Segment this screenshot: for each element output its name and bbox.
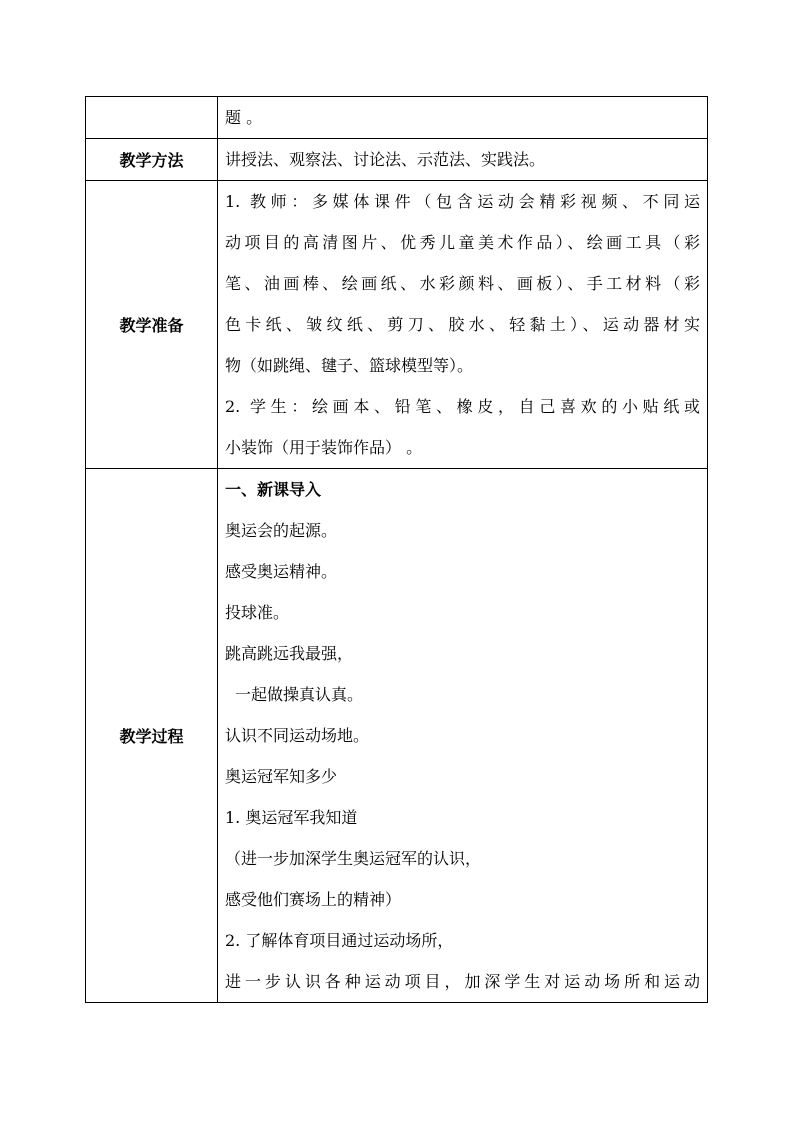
content-line: 2. 学生：绘画本、铅笔、橡皮，自己喜欢的小贴纸或 [225,397,700,416]
content-line: 1. 奥运冠军我知道 [225,808,358,827]
content-line: 动项目的高清图片、优秀儿童美术作品）、绘画工具（彩 [225,233,700,252]
content-line: 题 。 [225,108,263,127]
content-line: 奥运冠军知多少 [225,767,338,786]
row-content [218,469,707,1002]
content-line: 1. 教师：多媒体课件（包含运动会精彩视频、不同运 [225,192,700,211]
row-content [218,97,707,138]
content-line: 一起做操真认真。 [235,685,364,704]
content-line: 色卡纸、皱纹纸、剪刀、胶水、轻黏土）、运动器材实 [225,315,700,334]
content-line: 跳高跳远我最强， [225,644,354,663]
table-row [86,97,707,139]
content-line: 感受奥运精神。 [225,562,338,581]
table-row-teaching-preparation [86,181,707,469]
content-line: 进一步认识各种运动项目，加深学生对运动场所和运动 [225,972,700,991]
table-row-teaching-methods [86,139,707,181]
content-line: 奥运会的起源。 [225,521,338,540]
content-line: （进一步加深学生奥运冠军的认识， [225,849,482,868]
row-label-teaching-preparation: 教学准备 [86,181,218,468]
content-line: 认识不同运动场地。 [225,726,370,745]
row-label-empty [86,97,218,138]
content-line: 小装饰（用于装饰作品） 。 [225,438,423,457]
content-line: 2. 了解体育项目通过运动场所， [225,931,454,950]
row-label-teaching-methods: 教学方法 [86,139,218,180]
section-heading: 一、新课导入 [225,480,322,499]
content-line: 投球准。 [225,603,290,622]
content-line: 笔、油画棒、绘画纸、水彩颜料、画板）、手工材料（彩 [225,274,700,293]
row-content [218,181,707,468]
content-line: 物（如跳绳、毽子、篮球模型等）。 [225,356,474,375]
row-content [218,139,707,180]
lesson-plan-table [85,96,708,1003]
row-label-teaching-process: 教学过程 [86,469,218,1002]
content-line: 感受他们赛场上的精神） [225,890,402,909]
table-row-teaching-process [86,469,707,1002]
content-line: 讲授法、观察法、讨论法、示范法、实践法。 [225,150,546,169]
